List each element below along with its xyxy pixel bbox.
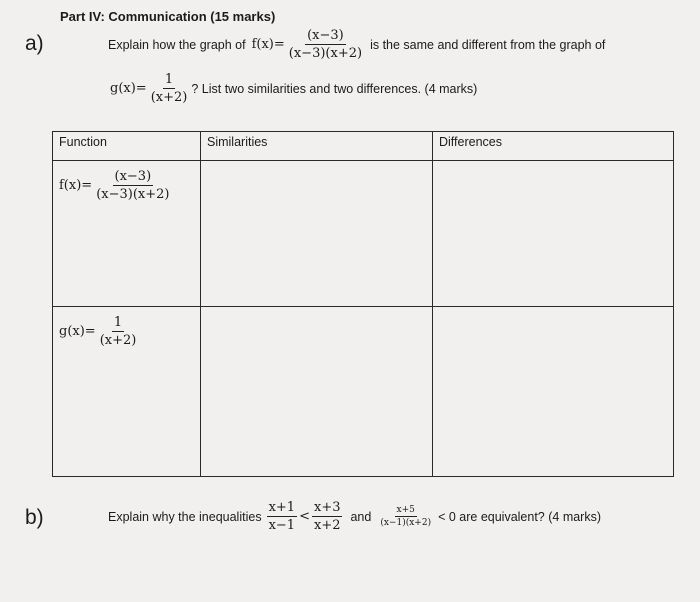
- section-title: Part IV: Communication (15 marks): [60, 9, 276, 24]
- question-a-label: a): [25, 32, 44, 55]
- question-b-intro: Explain why the inequalities: [108, 509, 262, 524]
- row-f-numerator: (x−3): [114, 169, 152, 184]
- ineq1-denominator: x−1: [268, 518, 296, 533]
- ineq2-fraction: [312, 500, 343, 533]
- row-f-denominator: (x−3)(x+2): [96, 187, 170, 202]
- answer-table: [52, 131, 674, 477]
- cell-function-g: [53, 307, 201, 477]
- question-a-line2: [110, 72, 477, 105]
- table-row-f: [53, 161, 674, 307]
- question-b-label: b): [25, 506, 44, 529]
- ineq3-fraction: [378, 505, 433, 528]
- cell-similarities-g[interactable]: [201, 307, 433, 477]
- question-a-mid: is the same and different from the graph of: [370, 37, 606, 52]
- ineq3-numerator: x+5: [396, 505, 415, 515]
- and-word: and: [350, 509, 372, 524]
- ineq1-numerator: x+1: [268, 500, 296, 515]
- row-f-name: f(x)=: [59, 178, 93, 193]
- f-fraction: [287, 28, 364, 61]
- ineq1-fraction: [267, 500, 298, 533]
- row-f-fraction: [94, 169, 171, 202]
- less-than: <: [299, 509, 310, 524]
- function-f: [53, 161, 173, 202]
- cell-function-f: [53, 161, 201, 307]
- g-numerator: 1: [164, 72, 174, 87]
- row-g-fraction: [98, 315, 139, 348]
- header-function: Function: [53, 132, 201, 161]
- header-similarities: Similarities: [201, 132, 433, 161]
- question-a-intro: Explain how the graph of: [108, 37, 246, 52]
- g-fraction: [149, 72, 190, 105]
- row-g-numerator: 1: [113, 315, 123, 330]
- row-g-denominator: (x+2): [99, 333, 137, 348]
- cell-similarities-f[interactable]: [201, 161, 433, 307]
- ineq3-denominator: (x−1)(x+2): [380, 518, 432, 528]
- question-b-end: < 0 are equivalent? (4 marks): [438, 509, 602, 524]
- f-denominator: (x−3)(x+2): [288, 46, 363, 61]
- f-numerator: (x−3): [307, 28, 344, 43]
- table-row-g: [53, 307, 674, 477]
- ineq2-numerator: x+3: [313, 500, 341, 515]
- cell-differences-f[interactable]: [433, 161, 674, 307]
- question-b-line: [108, 500, 601, 533]
- g-denominator: (x+2): [150, 90, 188, 105]
- ineq2-denominator: x+2: [313, 518, 341, 533]
- header-differences: Differences: [433, 132, 674, 161]
- cell-differences-g[interactable]: [433, 307, 674, 477]
- question-a-line1: [108, 28, 605, 61]
- table-header-row: [53, 132, 674, 161]
- question-a-end: ? List two similarities and two differences. (4 marks): [191, 81, 478, 96]
- function-g: [53, 307, 140, 348]
- row-g-name: g(x)=: [59, 324, 96, 339]
- g-name: g(x)=: [110, 81, 147, 96]
- f-name: f(x)=: [251, 37, 285, 52]
